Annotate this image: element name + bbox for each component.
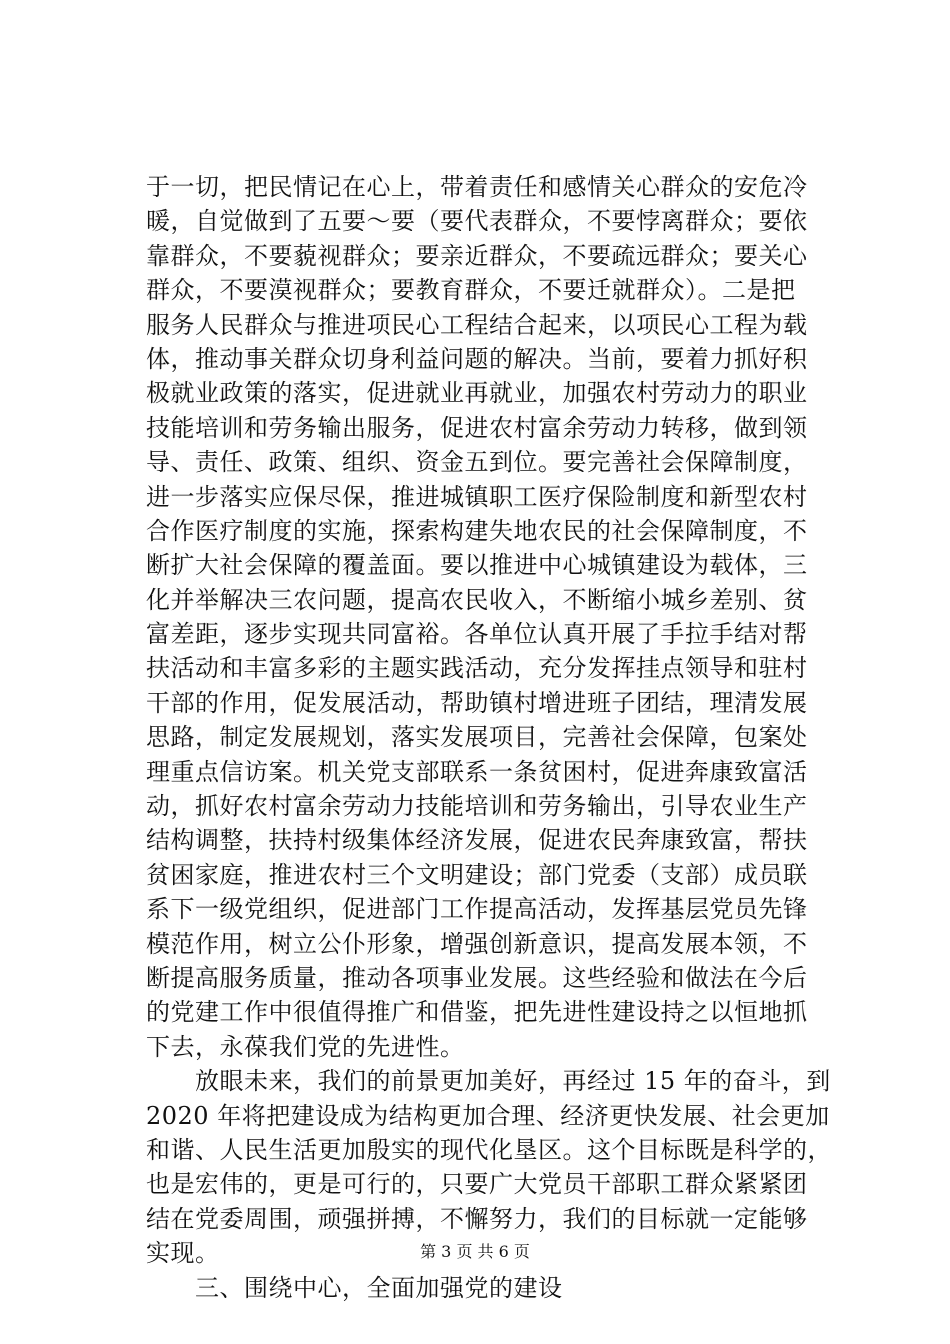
text-line: 断提高服务质量，推动各项事业发展。这些经验和做法在今后 [146, 963, 808, 992]
text-line: 于一切，把民情记在心上，带着责任和感情关心群众的安危冷 [146, 173, 808, 201]
text-line: 的党建工作中很值得推广和借鉴，把先进性建设持之以恒地抓 [146, 998, 808, 1027]
page-footer: 第 3 页 共 6 页 [420, 1242, 530, 1261]
text-line: 2020 年将把建设成为结构更加合理、经济更快发展、社会更加 [146, 1101, 830, 1130]
text-line: 三、围绕中心，全面加强党的建设 [146, 1273, 563, 1302]
text-line: 极就业政策的落实，促进就业再就业，加强农村劳动力的职业 [146, 379, 808, 408]
text-line: 实现。 [146, 1239, 220, 1268]
text-line: 放眼未来，我们的前景更加美好，再经过 15 年的奋斗，到 [146, 1067, 831, 1096]
text-line: 干部的作用，促发展活动，帮助镇村增进班子团结，理清发展 [146, 688, 808, 717]
text-line: 理重点信访案。机关党支部联系一条贫困村，促进奔康致富活 [146, 757, 808, 786]
text-line: 进一步落实应保尽保，推进城镇职工医疗保险制度和新型农村 [146, 482, 808, 511]
text-line: 思路，制定发展规划，落实发展项目，完善社会保障，包案处 [146, 723, 808, 752]
text-line: 技能培训和劳务输出服务，促进农村富余劳动力转移，做到领 [146, 413, 808, 442]
text-line: 结在党委周围，顽强拼搏，不懈努力，我们的目标就一定能够 [146, 1204, 808, 1233]
text-line: 服务人民群众与推进项民心工程结合起来，以项民心工程为载 [146, 310, 808, 339]
text-line: 动，抓好农村富余劳动力技能培训和劳务输出，引导农业生产 [146, 792, 808, 821]
text-line: 导、责任、政策、组织、资金五到位。要完善社会保障制度， [146, 448, 808, 477]
text-line: 体，推动事关群众切身利益问题的解决。当前，要着力抓好积 [146, 344, 808, 373]
text-line: 群众，不要漠视群众；要教育群众，不要迁就群众）。二是把 [146, 276, 796, 305]
text-line: 模范作用，树立公仆形象，增强创新意识，提高发展本领，不 [146, 929, 808, 958]
text-line: 下去，永葆我们党的先进性。 [146, 1032, 465, 1061]
text-line: 暖，自觉做到了五要～要（要代表群众，不要悖离群众；要依 [146, 207, 808, 236]
text-line: 扶活动和丰富多彩的主题实践活动，充分发挥挂点领导和驻村 [146, 654, 808, 683]
body-text [146, 170, 846, 1305]
text-line: 结构调整，扶持村级集体经济发展，促进农民奔康致富，帮扶 [146, 826, 808, 855]
text-line: 断扩大社会保障的覆盖面。要以推进中心城镇建设为载体，三 [146, 551, 808, 580]
text-line: 系下一级党组织，促进部门工作提高活动，发挥基层党员先锋 [146, 895, 808, 924]
text-line: 化并举解决三农问题，提高农民收入，不断缩小城乡差别、贫 [146, 585, 808, 614]
text-line: 也是宏伟的，更是可行的，只要广大党员干部职工群众紧紧团 [146, 1170, 808, 1199]
text-line: 贫困家庭，推进农村三个文明建设；部门党委（支部）成员联 [146, 860, 808, 889]
text-line: 合作医疗制度的实施，探索构建失地农民的社会保障制度，不 [146, 516, 808, 545]
text-line: 富差距，逐步实现共同富裕。各单位认真开展了手拉手结对帮 [146, 620, 808, 649]
text-line: 和谐、人民生活更加殷实的现代化垦区。这个目标既是科学的， [146, 1135, 832, 1164]
text-line: 靠群众，不要藐视群众；要亲近群众，不要疏远群众；要关心 [146, 241, 808, 270]
